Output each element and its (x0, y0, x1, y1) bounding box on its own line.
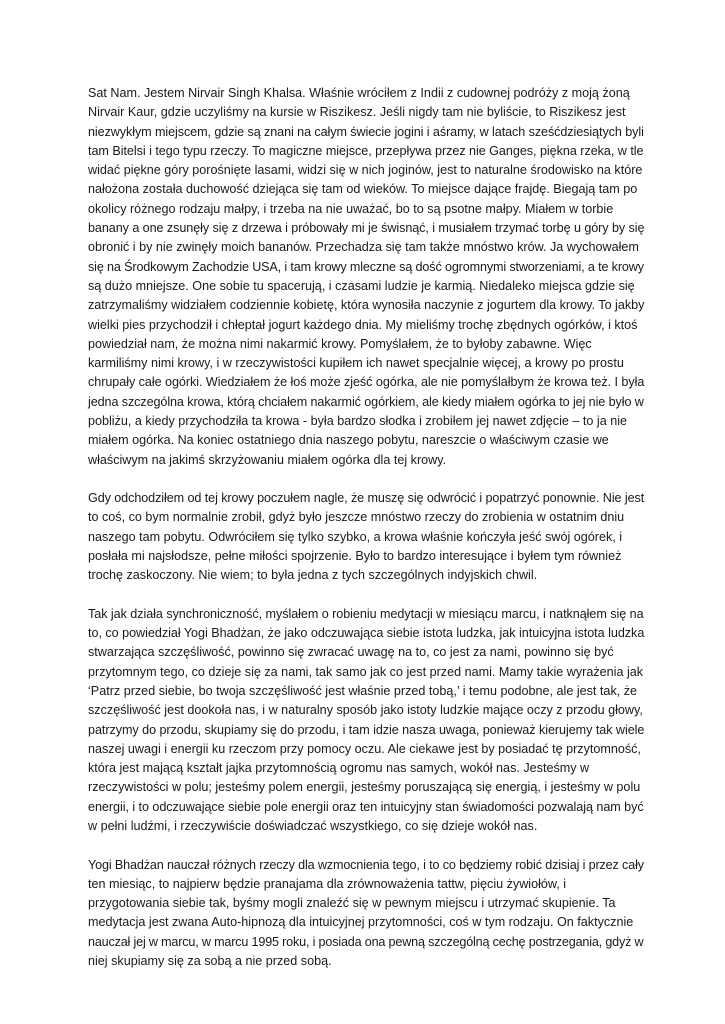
text-line: energii, i to odczuwające siebie pole energii oraz ten intuicyjny stan świadomości pozwalają nam być (88, 799, 644, 814)
paragraph-2 (88, 489, 645, 585)
text-line: wielki pies przychodził i chłeptał jogurt każdego dnia. My mieliśmy trochę zbędnych ogórków, i ktoś (88, 317, 638, 332)
text-line: rzeczywistości w polu; jesteśmy polem energii, jesteśmy poruszającą się energią, i jesteśmy w polu (88, 780, 641, 795)
text-line: przygotowania siebie tak, byśmy mogli znaleźć się w pewnym miejscu i utrzymać skupienie. Ta (88, 896, 616, 911)
text-line: Sat Nam. Jestem Nirvair Singh Khalsa. Właśnie wróciłem z Indii z cudownej podróży z moją żoną (88, 86, 630, 100)
text-line: niej skupiamy się za sobą a nie przed sobą. (88, 954, 332, 969)
text-line: naszego tam pobytu. Odwróciłem się tylko szybko, a krowa właśnie kończyła jeść swój ogórek, i (88, 529, 623, 544)
text-line: Tak jak działa synchroniczność, myślałem o robieniu medytacji w miesiącu marcu, i natknąłem się na (88, 606, 644, 621)
text-line: tam Bitelsi i tego typu rzeczy. To magiczne miejsce, przepływa przez nie Ganges, piękna rzeka, w tle (88, 143, 644, 158)
text-line: ‘Patrz przed siebie, bo twoja szczęśliwość jest właśnie przed tobą,’ i temu podobne, ale jest tak, że (88, 683, 638, 698)
text-line: to coś, co bym normalnie zrobił, gdyż było jeszcze mnóstwo rzeczy do zrobienia w ostatnim dniu (88, 510, 625, 525)
paragraph-4 (88, 856, 642, 972)
paragraph-3 (88, 605, 645, 837)
text-line: chrupały całe ogórki. Wiedziałem że łoś może zjeść ogórka, ale nie pomyślałbym że krowa też. I była (88, 375, 645, 390)
text-line: się na Środkowym Zachodzie USA, i tam krowy mleczne są dość ogromnymi stworzeniami, a te krowy (88, 259, 644, 274)
text-line: przytomnym tego, co dzieje się za nami, tak samo jak co jest przed nami. Mamy takie wyrażenia jak (88, 664, 644, 679)
text-line: jedna szczególna krowa, którą chciałem nakarmić ogórkiem, ale kiedy miałem ogórka to jej nie było w (88, 394, 644, 409)
text-line: pobliżu, a kiedy przychodziła ta krowa - była bardzo słodka i zrobiłem jej nawet zdjęcie – to ja nie (88, 414, 628, 429)
text-line: Yogi Bhadżan nauczał różnych rzeczy dla wzmocnienia tego, i to co będziemy robić dzisiaj i przez cały (88, 857, 644, 872)
text-line: obronić i by nie zwinęły moich bananów. Przechadza się tam także mnóstwo krów. Ja wychowałem (88, 240, 639, 255)
text-line: karmiliśmy nimi krowy, i w rzeczywistości kupiłem ich nawet specjalnie więcej, a krowy po prostu (88, 356, 624, 371)
text-line: banany a one zsunęły się z drzewa i próbowały mi je świsnąć, i musiałem trzymać torbę u góry by się (88, 221, 645, 236)
text-line: stwarzająca szczęśliwość, powinno się zwracać uwagę na to, co jest za nami, powinno się być (88, 645, 614, 660)
text-line: szczęśliwość jest dookoła nas, i w naturalny sposób jako istoty ludzkie mające oczy z przodu głowy, (88, 703, 643, 718)
text-line: niezwykłym miejscem, gdzie są znani na całym świecie jogini i aśramy, w latach sześćdziesiątych byli (88, 124, 644, 139)
text-line: ten miesiąc, to najpierw będzie pranajama dla zrównoważenia tattw, pięciu żywiołów, i (88, 876, 567, 891)
text-line: posłała mi najsłodsze, pełne miłości spojrzenie. Było to bardzo interesujące i byłem tym również (88, 549, 622, 564)
text-line: która jest mającą kształt jajka przytomnością ogromu nas samych, wokół nas. Jesteśmy w (88, 761, 590, 776)
paragraph-1 (88, 84, 645, 470)
text-line: Nirvair Kaur, gdzie uczyliśmy na kursie w Riszikesz. Jeśli nigdy tam nie byliście, to Riszikesz jest (88, 105, 626, 120)
text-line: nauczał jej w marcu, w marcu 1995 roku, i posiada ona pewną szczególną cechę postrzegania, gdyż w (88, 934, 644, 949)
text-line: w pełni ludźmi, i rzeczywiście doświadczać wszystkiego, co się dzieje wokół nas. (88, 819, 538, 834)
text-line: powiedział nam, że można nimi nakarmić krowy. Pomyślałem, że to byłoby zabawne. Więc (88, 336, 592, 351)
text-line: medytacja jest zwana Auto-hipnozą dla intuicyjnej przytomności, coś w tym rodzaju. On faktycznie (88, 915, 634, 930)
text-line: to, co powiedział Yogi Bhadżan, że jako odczuwająca siebie istota ludzka, jak intuicyjna istota ludzka (88, 626, 645, 641)
document-page (88, 84, 645, 991)
text-line: zatrzymaliśmy widziałem codziennie kobietę, która wynosiła naczynie z jogurtem dla krowy. To jakby (88, 298, 645, 313)
text-line: okolicy różnego rodzaju małpy, i trzeba na nie uważać, bo to są psotne małpy. Miałem w torbie (88, 201, 614, 216)
text-line: właściwym na jakimś skrzyżowaniu miałem ogórka dla tej krowy. (88, 452, 447, 467)
text-line: trochę zaskoczony. Nie wiem; to była jedna z tych szczególnych indyjskich chwil. (88, 568, 538, 583)
text-line: widać piękne góry porośnięte lasami, widzi się w nich joginów, jest to naturalne środowisko na które (88, 163, 643, 178)
text-line: nałożona została duchowość dziejąca się tam od wieków. To miejsce dające frajdę. Biegają tam po (88, 182, 638, 197)
text-line: są dużo mniejsze. One sobie tu spacerują, i czasami ludzie je karmią. Niedaleko miejsca gdzie się (88, 278, 635, 293)
text-line: miałem ogórka. Na koniec ostatniego dnia naszego pobytu, nareszcie o właściwym czasie we (88, 433, 609, 448)
text-line: naszej uwagi i energii ku rzeczom przy pomocy oczu. Ale ciekawe jest by posiadać tę przytomność, (88, 741, 641, 756)
text-line: Gdy odchodziłem od tej krowy poczułem nagle, że muszę się odwrócić i popatrzyć ponownie. Nie jest (88, 491, 645, 506)
text-line: patrzymy do przodu, skupiamy się do przodu, i tam idzie nasza uwaga, ponieważ kierujemy tak wiele (88, 722, 645, 737)
